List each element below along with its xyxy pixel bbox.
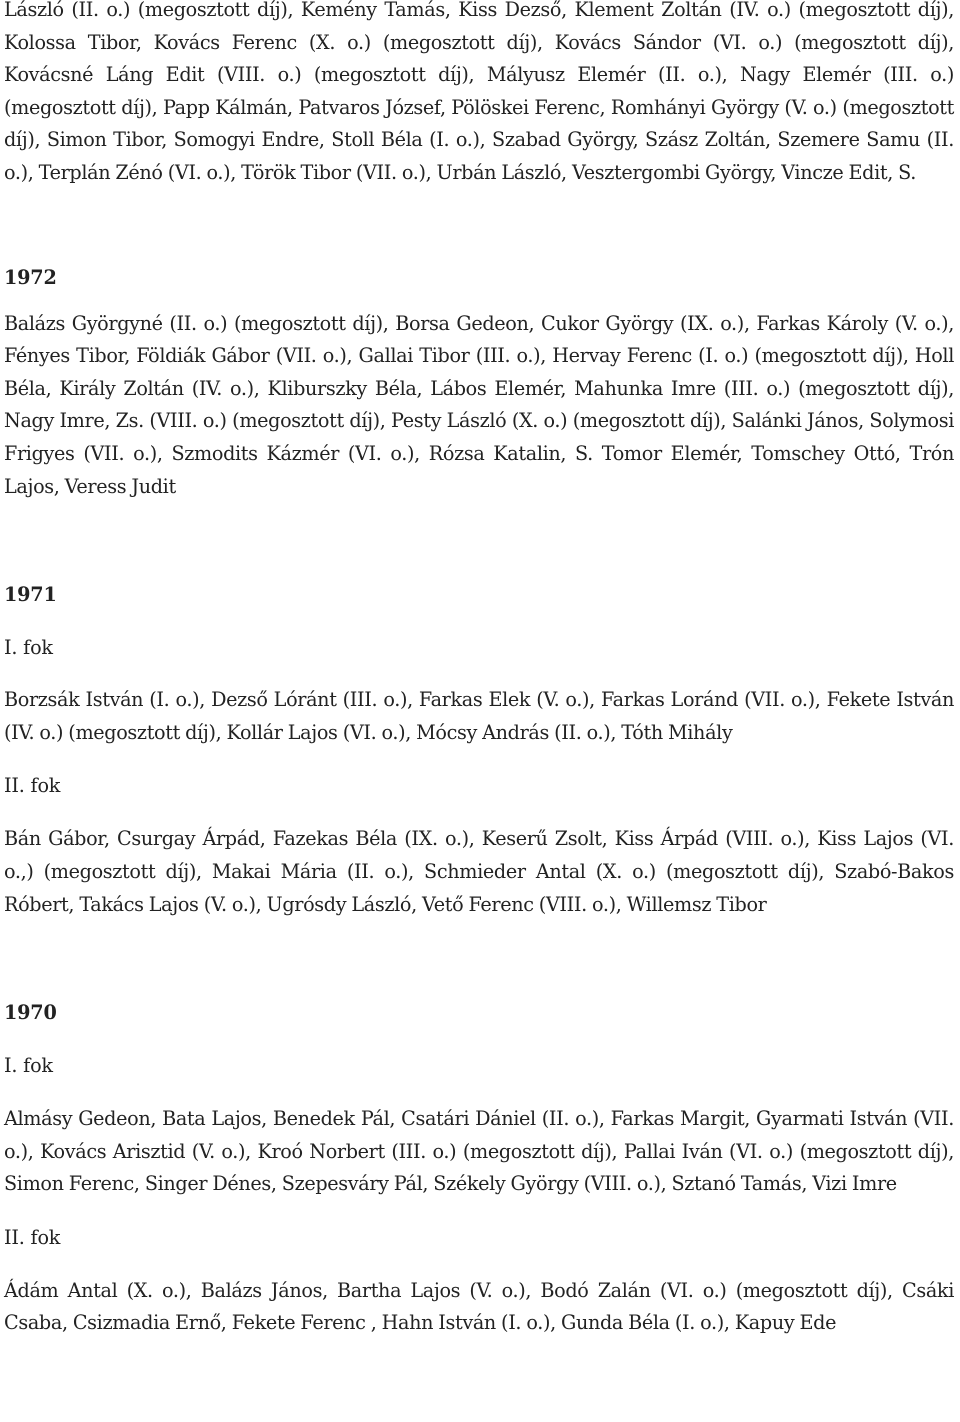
grade-label-1971-second: II. fok bbox=[4, 774, 61, 798]
year-heading-1971: 1971 bbox=[4, 583, 57, 607]
grade-label-1970-first: I. fok bbox=[4, 1054, 53, 1078]
year-heading-1970: 1970 bbox=[4, 1001, 57, 1025]
year-heading-1972: 1972 bbox=[4, 265, 57, 289]
continuation-paragraph: László (II. o.) (megosztott díj), Kemény Tamás, Kiss Dezső, Klement Zoltán (IV. o.) (megosztott díj), Kolossa Tibor, Kovács Ferenc (X. o.) (megosztott díj), Kovács Sándor (VI. o.) (megosztott díj), Kovácsné Láng Edit (VIII. o.) (megosztott díj), Mályusz Elemér (II. o.), Nagy Elemér (III. o.) (megosztott díj), Papp Kálmán, Patvaros József, Pölöskei Ferenc, Romhányi György (V. o.) (megosztott díj), Simon Tibor, Somogyi Endre, Stoll Béla (I. o.), Szabad György, Szász Zoltán, Szemere Samu (II. o.), Terplán Zénó (VI. o.), Török Tibor (VII. o.), Urbán László, Vesztergombi György, Vincze Edit, S. bbox=[4, 0, 954, 184]
grade-label-1971-first: I. fok bbox=[4, 636, 53, 660]
grade-label-1970-second: II. fok bbox=[4, 1225, 61, 1249]
awardees-1972: Balázs Györgyné (II. o.) (megosztott díj), Borsa Gedeon, Cukor György (IX. o.), Farkas Károly (V. o.), Fényes Tibor, Földiák Gábor (VII. o.), Gallai Tibor (III. o.), Hervay Ferenc (I. o.) (megosztott díj), Holl Béla, Király Zoltán (IV. o.), Kliburszky Béla, Lábos Elemér, Mahunka Imre (III. o.) (megosztott díj), Nagy Imre, Zs. (VIII. o.) (megosztott díj), Pesty László (X. o.) (megosztott díj), Salánki János, Solymosi Frigyes (VII. o.), Szmodits Kázmér (VI. o.), Rózsa Katalin, S. Tomor Elemér, Tomschey Ottó, Trón Lajos, Veress Judit bbox=[4, 311, 954, 498]
section-1970 bbox=[4, 997, 954, 1340]
awardees-1970-second-grade: Ádám Antal (X. o.), Balázs János, Bartha Lajos (V. o.), Bodó Zalán (VI. o.) (megosztott díj), Csáki Csaba, Csizmadia Ernő, Fekete Ferenc , Hahn István (I. o.), Gunda Béla (I. o.), Kapuy Ede bbox=[4, 1278, 954, 1335]
section-1971 bbox=[4, 579, 954, 921]
awardees-1971-first-grade: Borzsák István (I. o.), Dezső Lóránt (III. o.), Farkas Elek (V. o.), Farkas Loránd (VII. o.), Fekete István (IV. o.) (megosztott díj), Kollár Lajos (VI. o.), Mócsy András (II. o.), Tóth Mihály bbox=[4, 688, 954, 744]
section-1972 bbox=[4, 262, 954, 504]
awardees-1970-first-grade: Almásy Gedeon, Bata Lajos, Benedek Pál, Csatári Dániel (II. o.), Farkas Margit, Gyarmati István (VII. o.), Kovács Arisztid (V. o.), Kroó Norbert (III. o.) (megosztott díj), Pallai Iván (VI. o.) (megosztott díj), Simon Ferenc, Singer Dénes, Szepesváry Pál, Székely György (VIII. o.), Sztanó Tamás, Vizi Imre bbox=[4, 1107, 954, 1196]
awardees-1971-second-grade: Bán Gábor, Csurgay Árpád, Fazekas Béla (IX. o.), Keserű Zsolt, Kiss Árpád (VIII. o.), Kiss Lajos (VI. o.,) (megosztott díj), Makai Mária (II. o.), Schmieder Antal (X. o.) (megosztott díj), Szabó-Bakos Róbert, Takács Lajos (V. o.), Ugrósdy László, Vető Ferenc (VIII. o.), Willemsz Tibor bbox=[4, 827, 954, 916]
